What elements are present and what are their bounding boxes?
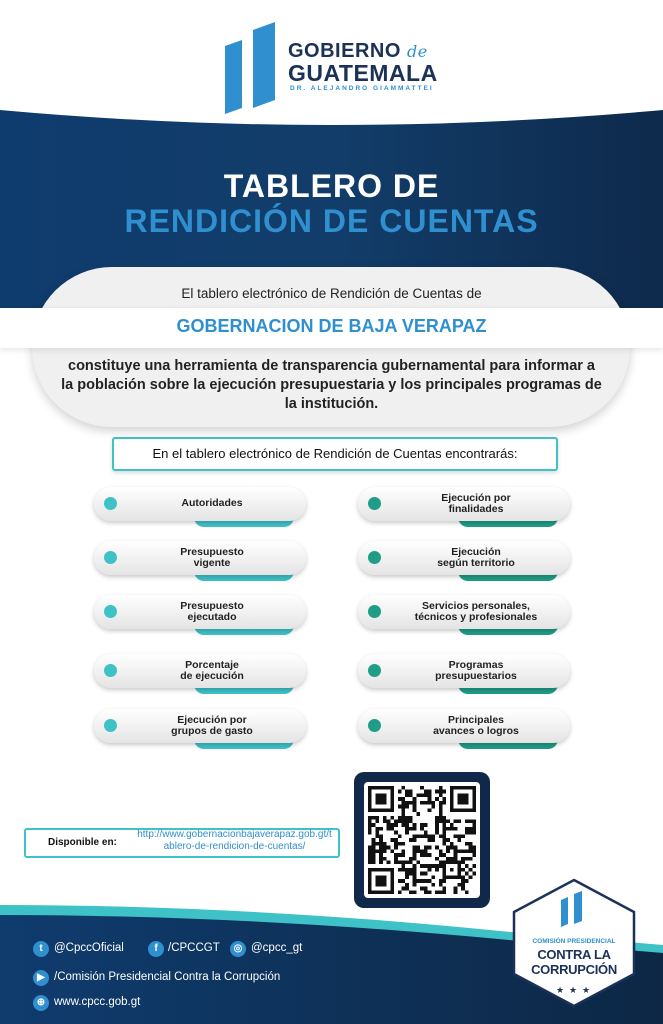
badge-line2: CONTRA LA CORRUPCIÓN [531,947,617,977]
svg-text:★: ★ [582,986,591,996]
youtube-channel[interactable]: /Comisión Presidencial Contra la Corrupción [54,971,281,983]
badge-line1: COMISIÓN PRESIDENCIAL [532,938,616,945]
twitter-icon[interactable]: t [33,941,49,957]
intro-body: constituye una herramienta de transparencia gubernamental para informar a la población sobre la ejecución presupuestaria y los principales programas de la institución. [61,358,602,412]
twitter-handle[interactable]: @CpccOficial [54,942,124,954]
list-item-label: Ejecución por finalidades [441,492,511,515]
bullet-icon [368,664,381,677]
list-item-label: Presupuesto ejecutado [180,600,244,623]
bullet-icon [104,719,117,732]
logo-president-text: DR. ALEJANDRO GIAMMATTEI [290,85,434,92]
page-title-line1: TABLERO DE [223,168,440,204]
globe-icon: ⊕ [33,995,49,1011]
qr-code-icon[interactable] [368,786,476,894]
facebook-handle[interactable]: /CPCCGT [168,942,220,954]
list-item-label: Ejecución según territorio [437,546,515,569]
instagram-handle[interactable]: @cpcc_gt [251,942,303,954]
bullet-icon [104,551,117,564]
logo-guatemala-text: GUATEMALA [288,60,438,86]
list-item-label: Ejecución por grupos de gasto [171,714,253,737]
bullet-icon [368,719,381,732]
intro-line1: El tablero electrónico de Rendición de Cuentas de [181,286,482,301]
available-label: Disponible en: [48,837,117,848]
bullet-icon [368,497,381,510]
list-item-label: Principales avances o logros [433,714,519,737]
svg-text:★: ★ [569,986,578,996]
list-item-label: Programas presupuestarios [435,659,517,682]
bullet-icon [368,551,381,564]
bullet-icon [104,497,117,510]
svg-text:★: ★ [556,986,565,996]
page-title-line2: RENDICIÓN DE CUENTAS [124,203,539,239]
bullet-icon [104,605,117,618]
gobierno-guatemala-logo-icon [225,22,277,114]
bullet-icon [368,605,381,618]
bullet-icon [104,664,117,677]
website-link[interactable]: www.cpcc.gob.gt [54,996,141,1008]
facebook-icon[interactable]: f [148,941,164,957]
youtube-icon[interactable]: ▶ [33,970,49,986]
list-item-label: Autoridades [181,497,243,509]
section-label: En el tablero electrónico de Rendición de Cuentas encontrarás: [152,446,518,461]
list-item-label: Servicios personales, técnicos y profesionales [414,600,538,623]
list-item-label: Porcentaje de ejecución [180,659,244,682]
instagram-icon[interactable]: ◎ [230,941,246,957]
list-item-label: Presupuesto vigente [180,546,244,569]
dashboard-link[interactable]: http://www.gobernacionbajaverapaz.gob.gt/tablero-de-rendicion-de-cuentas/ [137,829,332,852]
institution-name: GOBERNACION DE BAJA VERAPAZ [176,316,487,336]
logo-gobierno-text: GOBIERNO de [288,40,428,62]
